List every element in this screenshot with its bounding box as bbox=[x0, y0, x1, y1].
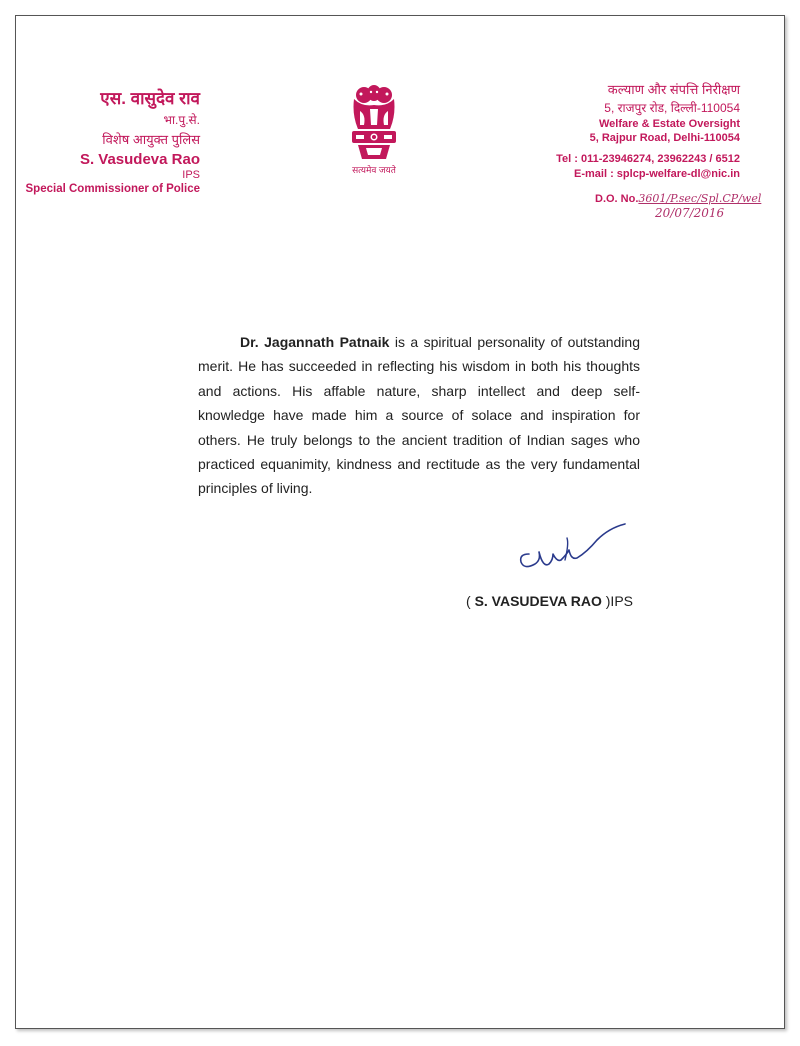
reference-number bbox=[595, 192, 761, 205]
reference-date: 20/07/2016 bbox=[655, 206, 725, 220]
service-hindi: भा.पु.से. bbox=[163, 113, 200, 127]
office-telephone: Tel : 011-23946274, 23962243 / 6512 bbox=[556, 153, 740, 165]
handwritten-signature bbox=[515, 520, 635, 580]
letterhead-left bbox=[0, 88, 200, 197]
office-address-english: 5, Rajpur Road, Delhi-110054 bbox=[589, 132, 740, 144]
service-english: IPS bbox=[182, 169, 200, 181]
officer-name-hindi: एस. वासुदेव राव bbox=[100, 89, 200, 108]
national-emblem bbox=[345, 85, 403, 180]
designation-english: Special Commissioner of Police bbox=[25, 183, 200, 195]
office-address-hindi: 5, राजपुर रोड, दिल्ली-110054 bbox=[604, 101, 740, 115]
signatory-open-paren: ( bbox=[466, 593, 475, 609]
letter-body bbox=[198, 330, 640, 501]
office-name-english: Welfare & Estate Oversight bbox=[598, 118, 740, 130]
designation-hindi: विशेष आयुक्त पुलिस bbox=[102, 132, 200, 147]
office-email: E-mail : splcp-welfare-dl@nic.in bbox=[574, 168, 740, 180]
signatory-block bbox=[466, 593, 633, 609]
letterhead-right bbox=[520, 80, 740, 182]
signatory-name: S. VASUDEVA RAO bbox=[474, 593, 602, 609]
office-name-hindi: कल्याण और संपत्ति निरीक्षण bbox=[607, 82, 740, 97]
signatory-suffix: )IPS bbox=[601, 593, 633, 609]
emblem-motto: सत्यमेव जयते bbox=[352, 165, 396, 175]
body-paragraph: is a spiritual personality of outstanding merit. He has succeeded in reflecting his wisdom in both his thoughts and actions. His affable nature, sharp intellect and deep self-knowledge have made him a source of solace and inspiration for others. He truly belongs to the ancient tradition of Indian sages who practiced equanimity, kindness and rectitude as the very fundamental principles of living. bbox=[198, 334, 640, 497]
reference-label: D.O. No. bbox=[595, 193, 639, 205]
subject-name: Dr. Jagannath Patnaik bbox=[240, 334, 390, 350]
officer-name-english: S. Vasudeva Rao bbox=[79, 151, 200, 168]
reference-number-handwritten: 3601/P.sec/Spl.CP/wel bbox=[638, 192, 762, 205]
ashoka-emblem-icon bbox=[346, 85, 402, 165]
